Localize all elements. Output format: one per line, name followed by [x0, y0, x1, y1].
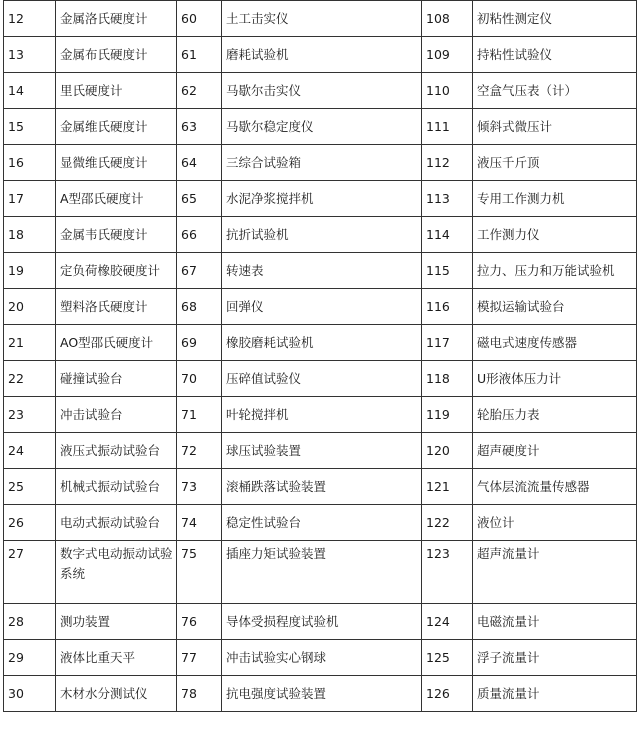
instrument-name: 木材水分测试仪 [56, 676, 177, 712]
instrument-name: 抗折试验机 [222, 217, 422, 253]
item-number: 18 [4, 217, 56, 253]
table-row [4, 181, 637, 217]
table-row [4, 145, 637, 181]
item-number: 19 [4, 253, 56, 289]
table-row [4, 109, 637, 145]
table-row [4, 73, 637, 109]
item-number: 75 [177, 541, 222, 604]
instrument-name: AO型邵氏硬度计 [56, 325, 177, 361]
item-number: 125 [422, 640, 473, 676]
table-row [4, 37, 637, 73]
instrument-name: 冲击试验实心钢球 [222, 640, 422, 676]
instrument-name: U形液体压力计 [473, 361, 637, 397]
item-number: 65 [177, 181, 222, 217]
instrument-name: 里氏硬度计 [56, 73, 177, 109]
item-number: 15 [4, 109, 56, 145]
instrument-name: 轮胎压力表 [473, 397, 637, 433]
item-number: 25 [4, 469, 56, 505]
table-row [4, 541, 637, 604]
table-row [4, 505, 637, 541]
instrument-name: 液压千斤顶 [473, 145, 637, 181]
instrument-name: 液位计 [473, 505, 637, 541]
instrument-name: 定负荷橡胶硬度计 [56, 253, 177, 289]
item-number: 12 [4, 1, 56, 37]
instrument-name: 持粘性试验仪 [473, 37, 637, 73]
instrument-name: 液压式振动试验台 [56, 433, 177, 469]
instrument-name: 数字式电动振动试验系统 [56, 541, 177, 604]
item-number: 116 [422, 289, 473, 325]
table-row [4, 253, 637, 289]
instrument-name: 液体比重天平 [56, 640, 177, 676]
item-number: 20 [4, 289, 56, 325]
table-row [4, 217, 637, 253]
instrument-name: 金属维氏硬度计 [56, 109, 177, 145]
instrument-table [3, 0, 637, 712]
item-number: 71 [177, 397, 222, 433]
item-number: 27 [4, 541, 56, 604]
item-number: 14 [4, 73, 56, 109]
table-row [4, 640, 637, 676]
instrument-name: 显微维氏硬度计 [56, 145, 177, 181]
item-number: 67 [177, 253, 222, 289]
instrument-name: 塑料洛氏硬度计 [56, 289, 177, 325]
instrument-name: 测功装置 [56, 604, 177, 640]
item-number: 73 [177, 469, 222, 505]
instrument-name: 马歇尔击实仪 [222, 73, 422, 109]
item-number: 111 [422, 109, 473, 145]
instrument-name: 回弹仪 [222, 289, 422, 325]
item-number: 77 [177, 640, 222, 676]
item-number: 17 [4, 181, 56, 217]
instrument-name: 转速表 [222, 253, 422, 289]
instrument-name: 倾斜式微压计 [473, 109, 637, 145]
item-number: 22 [4, 361, 56, 397]
table-row [4, 397, 637, 433]
instrument-name: 滚桶跌落试验装置 [222, 469, 422, 505]
instrument-name: 专用工作测力机 [473, 181, 637, 217]
table-row [4, 289, 637, 325]
table-row [4, 604, 637, 640]
item-number: 29 [4, 640, 56, 676]
item-number: 108 [422, 1, 473, 37]
instrument-name: 模拟运输试验台 [473, 289, 637, 325]
table-row [4, 1, 637, 37]
instrument-name: 超声硬度计 [473, 433, 637, 469]
table-row [4, 361, 637, 397]
item-number: 21 [4, 325, 56, 361]
table-row [4, 469, 637, 505]
item-number: 110 [422, 73, 473, 109]
instrument-name: 马歇尔稳定度仪 [222, 109, 422, 145]
instrument-name: 浮子流量计 [473, 640, 637, 676]
instrument-name: 橡胶磨耗试验机 [222, 325, 422, 361]
instrument-name: 导体受损程度试验机 [222, 604, 422, 640]
item-number: 72 [177, 433, 222, 469]
item-number: 76 [177, 604, 222, 640]
instrument-name: 球压试验装置 [222, 433, 422, 469]
item-number: 112 [422, 145, 473, 181]
item-number: 120 [422, 433, 473, 469]
item-number: 78 [177, 676, 222, 712]
instrument-name: 工作测力仪 [473, 217, 637, 253]
instrument-name: 三综合试验箱 [222, 145, 422, 181]
instrument-name: 磁电式速度传感器 [473, 325, 637, 361]
instrument-name: 机械式振动试验台 [56, 469, 177, 505]
item-number: 109 [422, 37, 473, 73]
item-number: 70 [177, 361, 222, 397]
instrument-name: 叶轮搅拌机 [222, 397, 422, 433]
item-number: 26 [4, 505, 56, 541]
instrument-name: 抗电强度试验装置 [222, 676, 422, 712]
item-number: 115 [422, 253, 473, 289]
item-number: 114 [422, 217, 473, 253]
item-number: 117 [422, 325, 473, 361]
instrument-name: 金属布氏硬度计 [56, 37, 177, 73]
instrument-name: 金属韦氏硬度计 [56, 217, 177, 253]
item-number: 64 [177, 145, 222, 181]
item-number: 28 [4, 604, 56, 640]
item-number: 69 [177, 325, 222, 361]
item-number: 24 [4, 433, 56, 469]
instrument-name: 质量流量计 [473, 676, 637, 712]
item-number: 30 [4, 676, 56, 712]
instrument-name: 超声流量计 [473, 541, 637, 604]
instrument-name: 压碎值试验仪 [222, 361, 422, 397]
table-row [4, 676, 637, 712]
instrument-name: 插座力矩试验装置 [222, 541, 422, 604]
item-number: 60 [177, 1, 222, 37]
item-number: 121 [422, 469, 473, 505]
instrument-name: 空盒气压表（计） [473, 73, 637, 109]
instrument-name: 磨耗试验机 [222, 37, 422, 73]
instrument-name: 拉力、压力和万能试验机 [473, 253, 637, 289]
instrument-name: 水泥净浆搅拌机 [222, 181, 422, 217]
item-number: 124 [422, 604, 473, 640]
instrument-name: 初粘性测定仪 [473, 1, 637, 37]
instrument-name: 电磁流量计 [473, 604, 637, 640]
item-number: 16 [4, 145, 56, 181]
item-number: 23 [4, 397, 56, 433]
item-number: 68 [177, 289, 222, 325]
instrument-name: A型邵氏硬度计 [56, 181, 177, 217]
item-number: 13 [4, 37, 56, 73]
item-number: 118 [422, 361, 473, 397]
item-number: 66 [177, 217, 222, 253]
instrument-name: 冲击试验台 [56, 397, 177, 433]
instrument-name: 稳定性试验台 [222, 505, 422, 541]
item-number: 62 [177, 73, 222, 109]
table-row [4, 325, 637, 361]
item-number: 126 [422, 676, 473, 712]
instrument-table-body [4, 1, 637, 712]
item-number: 61 [177, 37, 222, 73]
item-number: 74 [177, 505, 222, 541]
item-number: 113 [422, 181, 473, 217]
instrument-name: 金属洛氏硬度计 [56, 1, 177, 37]
table-row [4, 433, 637, 469]
instrument-name: 电动式振动试验台 [56, 505, 177, 541]
instrument-name: 气体层流流量传感器 [473, 469, 637, 505]
item-number: 119 [422, 397, 473, 433]
item-number: 123 [422, 541, 473, 604]
instrument-name: 碰撞试验台 [56, 361, 177, 397]
instrument-name: 土工击实仪 [222, 1, 422, 37]
item-number: 122 [422, 505, 473, 541]
item-number: 63 [177, 109, 222, 145]
